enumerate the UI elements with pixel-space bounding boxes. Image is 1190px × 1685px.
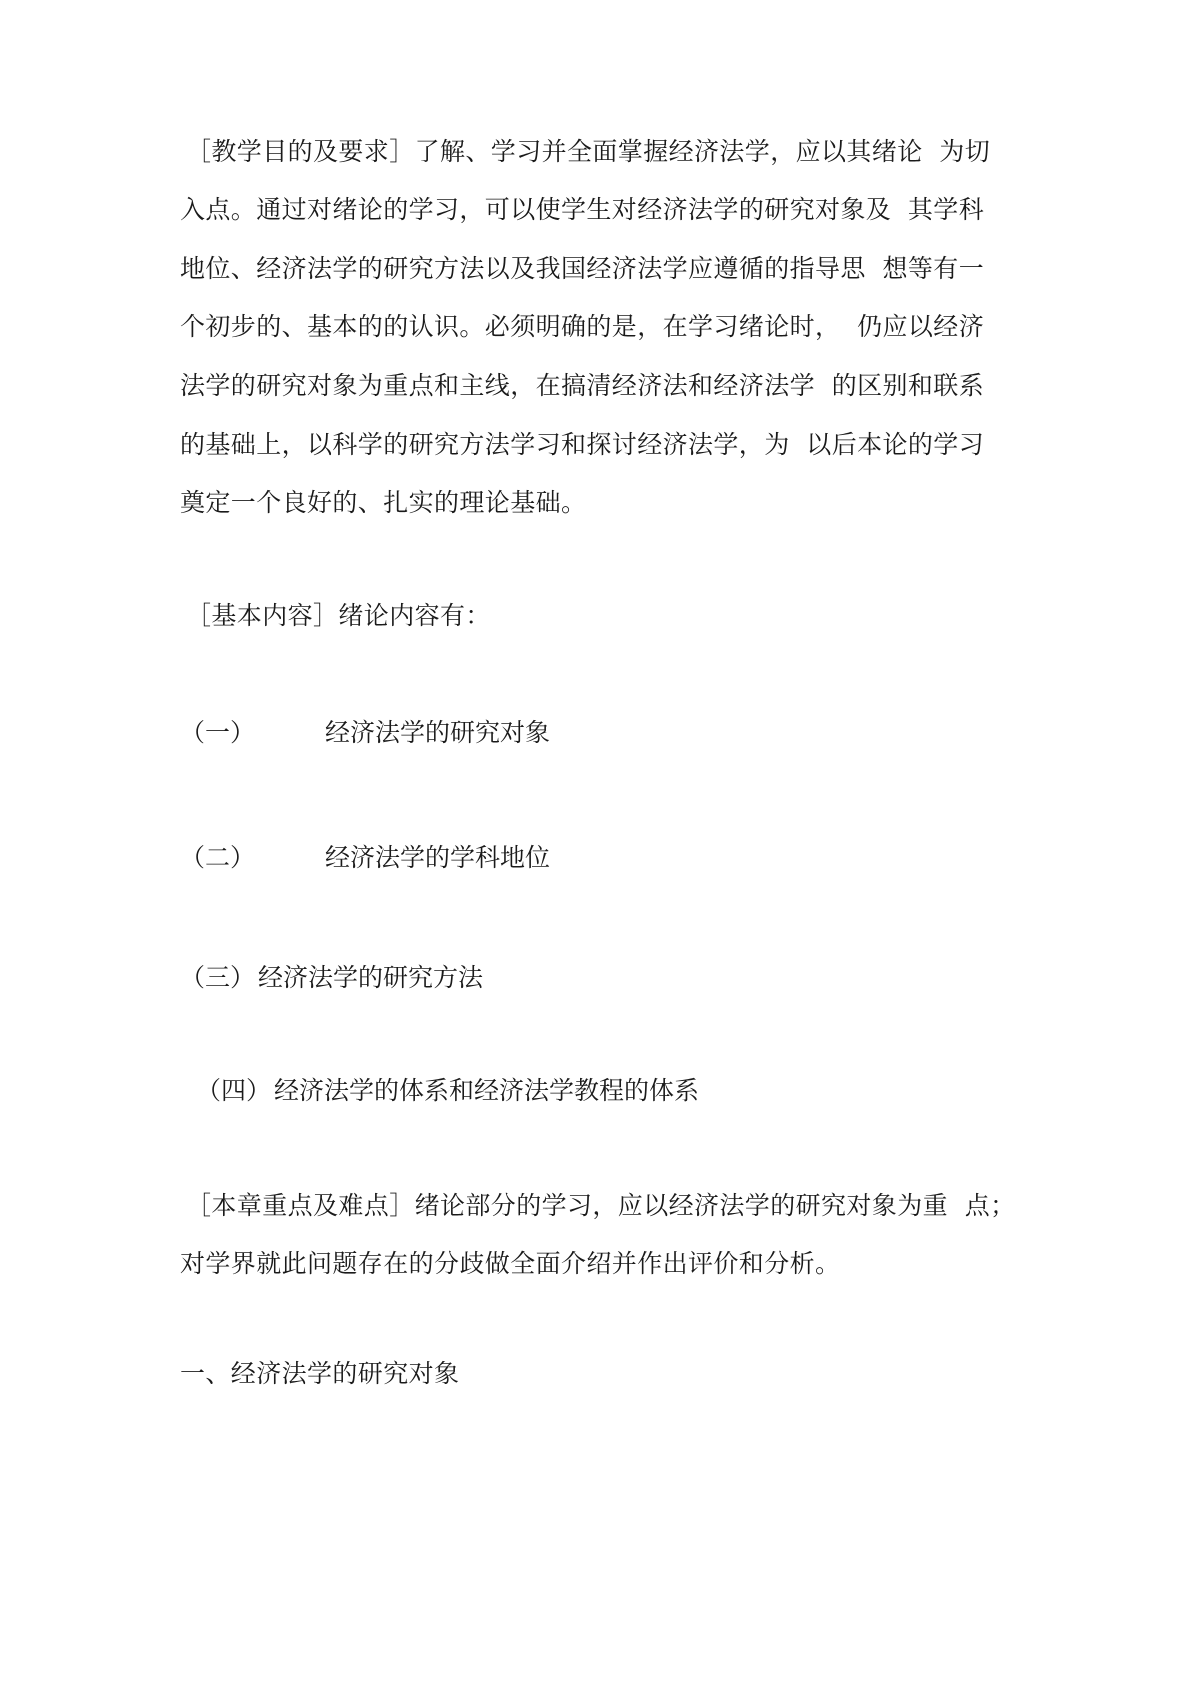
list-item-label: （三）: [180, 963, 256, 992]
section-heading: 一、经济法学的研究对象: [180, 1359, 460, 1388]
list-item-label: （一）: [180, 718, 256, 747]
list-item-text: 经济法学的研究方法: [258, 963, 484, 992]
list-item-label: （四）: [196, 1076, 272, 1105]
intro-line: 地位、经济法学的研究方法以及我国经济法学应遵循的指导思 想等有一: [180, 254, 985, 283]
intro-line: 入点。通过对绪论的学习，可以使学生对经济法学的研究对象及 其学科: [180, 195, 985, 224]
intro-line: 奠定一个良好的、扎实的理论基础。: [180, 488, 587, 517]
list-item-label: （二）: [180, 843, 256, 872]
intro-line: 个初步的、基本的的认识。必须明确的是，在学习绪论时， 仍应以经济: [180, 312, 985, 341]
intro-line: 法学的研究对象为重点和主线，在搞清经济法和经济法学 的区别和联系: [180, 371, 985, 400]
content-heading: ［基本内容］绪论内容有：: [186, 601, 491, 630]
key-points-line: 对学界就此问题存在的分歧做全面介绍并作出评价和分析。: [180, 1249, 841, 1278]
intro-line: 的基础上，以科学的研究方法学习和探讨经济法学，为 以后本论的学习: [180, 430, 985, 459]
key-points-line: ［本章重点及难点］绪论部分的学习，应以经济法学的研究对象为重 点；: [186, 1191, 1016, 1220]
intro-line: ［教学目的及要求］了解、学习并全面掌握经济法学，应以其绪论 为切: [186, 137, 991, 166]
list-item-text: 经济法学的体系和经济法学教程的体系: [274, 1076, 700, 1105]
list-item-text: 经济法学的学科地位: [325, 843, 551, 872]
list-item-text: 经济法学的研究对象: [325, 718, 551, 747]
